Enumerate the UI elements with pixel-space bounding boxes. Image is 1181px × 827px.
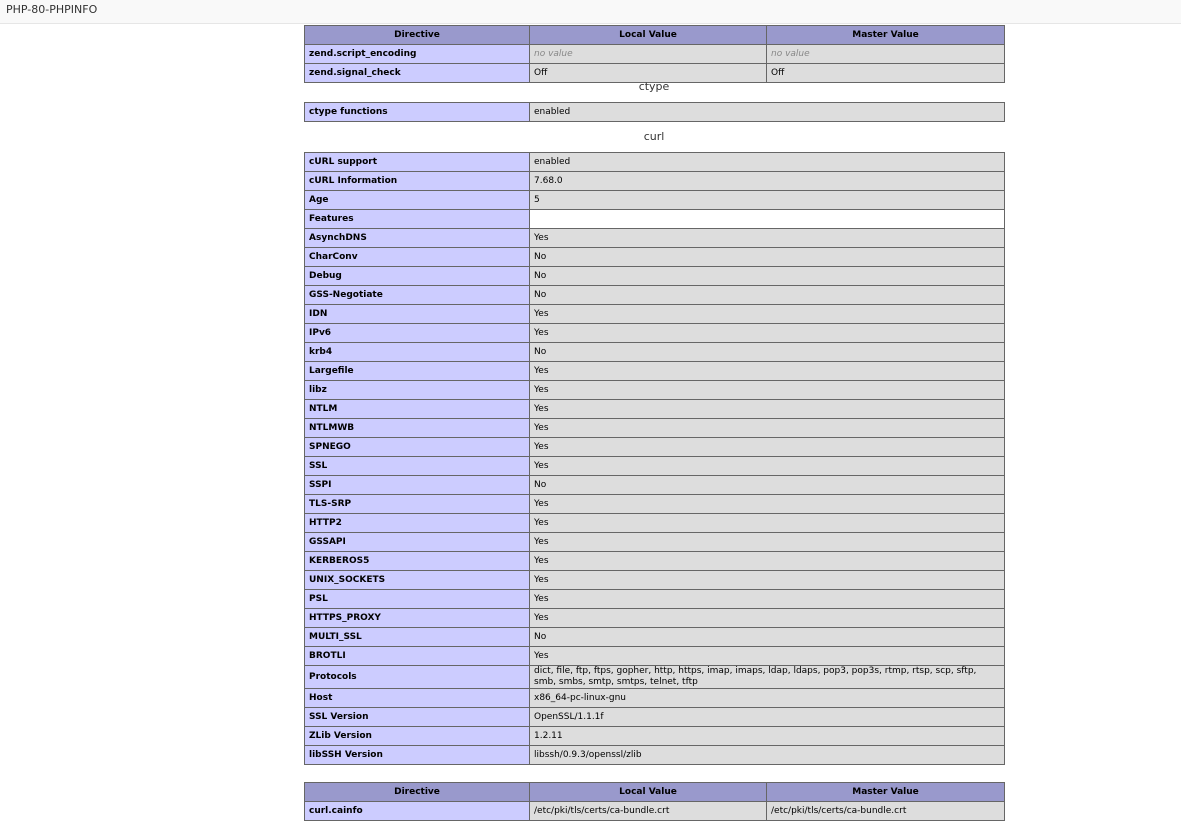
table-row: [305, 362, 1005, 381]
browser-tab-bar: [0, 0, 1181, 24]
info-key: libSSH Version: [305, 746, 530, 765]
directive-name: curl.cainfo: [305, 802, 530, 821]
table-row: [305, 476, 1005, 495]
info-value: Yes: [530, 400, 1005, 419]
info-key: SSL Version: [305, 708, 530, 727]
header-master-value: Master Value: [767, 783, 1005, 802]
header-local-value: Local Value: [530, 783, 767, 802]
table-row: [305, 708, 1005, 727]
header-master-value: Master Value: [767, 26, 1005, 45]
info-key: Debug: [305, 267, 530, 286]
info-value: Yes: [530, 571, 1005, 590]
info-value: 5: [530, 191, 1005, 210]
info-key: GSSAPI: [305, 533, 530, 552]
info-key: BROTLI: [305, 647, 530, 666]
local-value: Off: [530, 64, 767, 83]
table-row: [305, 191, 1005, 210]
table-row: [305, 286, 1005, 305]
curl-table-body: [305, 153, 1005, 765]
info-key: HTTPS_PROXY: [305, 609, 530, 628]
info-value: dict, file, ftp, ftps, gopher, http, https, imap, imaps, ldap, ldaps, pop3, pop3s, rtmp, rtsp, scp, sftp, smb, smbs, smtp, smtps, telnet, tftp: [530, 666, 1005, 689]
table-row: [305, 210, 1005, 229]
table-header-row: [305, 783, 1005, 802]
master-value: Off: [767, 64, 1005, 83]
local-value: /etc/pki/tls/certs/ca-bundle.crt: [530, 802, 767, 821]
table-row: [305, 552, 1005, 571]
table-row: [305, 324, 1005, 343]
info-key: KERBEROS5: [305, 552, 530, 571]
table-row: [305, 495, 1005, 514]
table-row: [305, 419, 1005, 438]
info-key: SSL: [305, 457, 530, 476]
info-value: Yes: [530, 552, 1005, 571]
info-value: 1.2.11: [530, 727, 1005, 746]
info-key: GSS-Negotiate: [305, 286, 530, 305]
info-key: NTLMWB: [305, 419, 530, 438]
table-row: [305, 103, 1005, 122]
info-key: IDN: [305, 305, 530, 324]
info-key: Largefile: [305, 362, 530, 381]
info-value: 7.68.0: [530, 172, 1005, 191]
info-key: UNIX_SOCKETS: [305, 571, 530, 590]
info-value: Yes: [530, 305, 1005, 324]
info-value: Yes: [530, 381, 1005, 400]
info-key: Host: [305, 689, 530, 708]
info-value: OpenSSL/1.1.1f: [530, 708, 1005, 727]
table-row: [305, 438, 1005, 457]
table-row: [305, 153, 1005, 172]
info-key: SPNEGO: [305, 438, 530, 457]
info-key: CharConv: [305, 248, 530, 267]
info-key: AsynchDNS: [305, 229, 530, 248]
info-value: No: [530, 343, 1005, 362]
info-key: MULTI_SSL: [305, 628, 530, 647]
info-key: libz: [305, 381, 530, 400]
info-value: Yes: [530, 229, 1005, 248]
info-value: No: [530, 628, 1005, 647]
info-value: Yes: [530, 609, 1005, 628]
info-value: No: [530, 248, 1005, 267]
info-value: No: [530, 286, 1005, 305]
table-row: [305, 400, 1005, 419]
header-directive: Directive: [305, 26, 530, 45]
table-row: [305, 514, 1005, 533]
info-key: NTLM: [305, 400, 530, 419]
table-row: [305, 802, 1005, 821]
info-value: enabled: [530, 103, 1005, 122]
table-row: [305, 727, 1005, 746]
info-key: Features: [305, 210, 530, 229]
table-row: [305, 172, 1005, 191]
info-key: Age: [305, 191, 530, 210]
table-row: [305, 533, 1005, 552]
local-value: no value: [530, 45, 767, 64]
section-heading-ctype: ctype: [638, 80, 670, 93]
info-value: x86_64-pc-linux-gnu: [530, 689, 1005, 708]
table-row: [305, 267, 1005, 286]
table-row: [305, 457, 1005, 476]
info-key: cURL support: [305, 153, 530, 172]
section-heading-curl: curl: [643, 130, 665, 143]
header-local-value: Local Value: [530, 26, 767, 45]
info-key: cURL Information: [305, 172, 530, 191]
table-row: [305, 45, 1005, 64]
info-value: No: [530, 476, 1005, 495]
curl-table: [304, 152, 1005, 765]
table-row: [305, 248, 1005, 267]
curl-directives-table: [304, 782, 1005, 821]
info-value: Yes: [530, 533, 1005, 552]
master-value: no value: [767, 45, 1005, 64]
info-key: HTTP2: [305, 514, 530, 533]
table-row: [305, 666, 1005, 689]
info-key: ZLib Version: [305, 727, 530, 746]
table-row: [305, 590, 1005, 609]
info-value: Yes: [530, 514, 1005, 533]
info-key: krb4: [305, 343, 530, 362]
info-value: Yes: [530, 457, 1005, 476]
zend-directives-table: [304, 25, 1005, 83]
table-row: [305, 628, 1005, 647]
info-key: TLS-SRP: [305, 495, 530, 514]
info-key: IPv6: [305, 324, 530, 343]
table-row: [305, 381, 1005, 400]
header-directive: Directive: [305, 783, 530, 802]
directive-name: zend.script_encoding: [305, 45, 530, 64]
master-value: /etc/pki/tls/certs/ca-bundle.crt: [767, 802, 1005, 821]
info-value: libssh/0.9.3/openssl/zlib: [530, 746, 1005, 765]
info-key: Protocols: [305, 666, 530, 689]
info-value: Yes: [530, 590, 1005, 609]
info-key: PSL: [305, 590, 530, 609]
window-title: PHP-80-PHPINFO: [6, 3, 98, 16]
info-value: Yes: [530, 647, 1005, 666]
table-row: [305, 647, 1005, 666]
info-value: Yes: [530, 362, 1005, 381]
ctype-table: [304, 102, 1005, 122]
table-row: [305, 689, 1005, 708]
info-value: enabled: [530, 153, 1005, 172]
info-value: Yes: [530, 438, 1005, 457]
table-row: [305, 343, 1005, 362]
table-row: [305, 609, 1005, 628]
table-row: [305, 746, 1005, 765]
info-value: Yes: [530, 495, 1005, 514]
info-value: Yes: [530, 419, 1005, 438]
info-key: ctype functions: [305, 103, 530, 122]
info-value: No: [530, 267, 1005, 286]
directive-name: zend.signal_check: [305, 64, 530, 83]
table-header-row: [305, 26, 1005, 45]
table-row: [305, 229, 1005, 248]
table-row: [305, 571, 1005, 590]
table-row: [305, 305, 1005, 324]
info-value: [530, 210, 1005, 229]
info-key: SSPI: [305, 476, 530, 495]
info-value: Yes: [530, 324, 1005, 343]
